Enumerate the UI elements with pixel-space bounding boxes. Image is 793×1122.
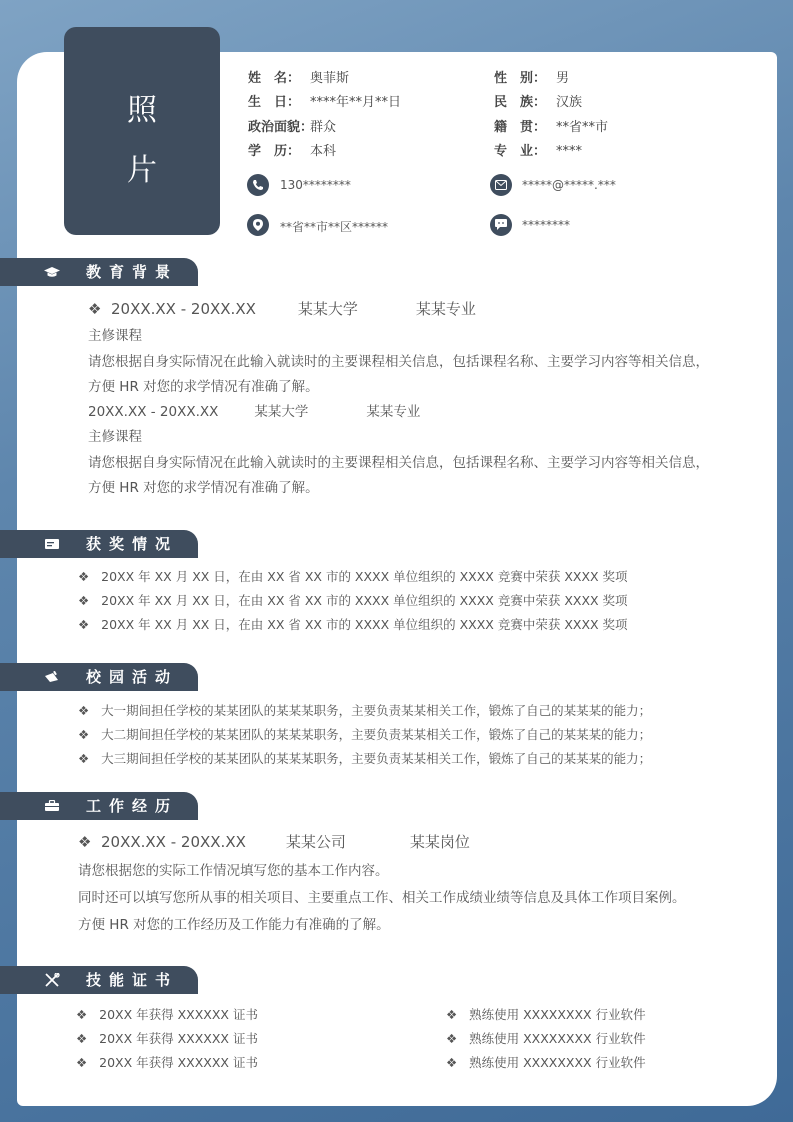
info-hometown: 籍 贯： **省**市 [494,120,609,135]
software-skill-item: ❖ 熟练使用 XXXXXXXX 行业软件 [446,1031,646,1046]
certificate-item: ❖ 20XX 年获得 XXXXXX 证书 [76,1007,258,1022]
education-entry-2-desc-2: 方便 HR 对您的求学情况有准确了解。 [88,480,319,496]
certificate-item: ❖ 20XX 年获得 XXXXXX 证书 [76,1031,258,1046]
education-entry-2-header: 20XX.XX - 20XX.XX 某某大学 某某专业 [88,404,421,420]
info-major: 专 业： **** [494,144,582,159]
graduation-cap-icon [44,258,60,286]
education-entry-1-header: ❖ 20XX.XX - 20XX.XX 某某大学 某某专业 [88,300,476,318]
work-desc-2: 同时还可以填写您所从事的相关项目、主要重点工作、相关工作成绩业绩等信息及具体工作项目案例。 [78,890,686,906]
software-skill-item: ❖ 熟练使用 XXXXXXXX 行业软件 [446,1055,646,1070]
campus-item: ❖ 大三期间担任学校的某某团队的某某某职务，主要负责某某相关工作，锻炼了自己的某某某的能力； [78,751,652,766]
photo-placeholder [64,27,220,235]
info-ethnicity: 民 族： 汉族 [494,95,583,110]
certificate-item: ❖ 20XX 年获得 XXXXXX 证书 [76,1055,258,1070]
section-title-skills: 技能证书 [86,971,179,989]
section-header-work [0,792,198,820]
work-desc-3: 方便 HR 对您的工作经历及工作能力有准确的了解。 [78,917,390,933]
phone-text: 130******** [280,178,351,192]
work-entry-header: ❖ 20XX.XX - 20XX.XX 某某公司 某某岗位 [78,833,470,851]
address-text: **省**市**区****** [280,220,389,234]
section-header-education [0,258,198,286]
education-entry-2-course-label: 主修课程 [88,429,142,445]
info-political: 政治面貌：群众 [248,120,337,135]
campus-item: ❖ 大二期间担任学校的某某团队的某某某职务，主要负责某某相关工作，锻炼了自己的某某某的能力； [78,727,652,742]
wechat-text: ******** [522,218,570,232]
info-birthday: 生 日： ****年**月**日 [248,95,402,110]
software-skill-item: ❖ 熟练使用 XXXXXXXX 行业软件 [446,1007,646,1022]
education-entry-1-course-label: 主修课程 [88,328,142,344]
chat-icon [490,214,512,236]
section-header-awards [0,530,198,558]
info-education: 学 历： 本科 [248,144,337,159]
section-header-skills [0,966,198,994]
award-item: ❖ 20XX 年 XX 月 XX 日，在由 XX 省 XX 市的 XXXX 单位组织的 XXXX 竞赛中荣获 XXXX 奖项 [78,569,628,584]
certificate-icon [44,530,60,558]
education-entry-1-desc-1: 请您根据自身实际情况在此输入就读时的主要课程相关信息，包括课程名称、主要学习内容等相关信息， [88,354,709,370]
education-entry-1-desc-2: 方便 HR 对您的求学情况有准确了解。 [88,379,319,395]
award-item: ❖ 20XX 年 XX 月 XX 日，在由 XX 省 XX 市的 XXXX 单位组织的 XXXX 竞赛中荣获 XXXX 奖项 [78,617,628,632]
email-text: *****@*****.*** [522,178,616,192]
briefcase-icon [44,792,60,820]
section-title-work: 工作经历 [86,797,179,815]
mail-icon [490,174,512,196]
megaphone-icon [44,663,60,691]
section-title-awards: 获奖情况 [86,535,179,553]
photo-label-2: 片 [127,153,157,188]
section-title-campus: 校园活动 [86,668,179,686]
location-icon [247,214,269,236]
info-name: 姓 名： 奥菲斯 [248,71,350,86]
section-title-education: 教育背景 [86,263,179,281]
section-header-campus [0,663,198,691]
info-gender: 性 别： 男 [494,71,570,86]
tools-icon [44,966,60,994]
award-item: ❖ 20XX 年 XX 月 XX 日，在由 XX 省 XX 市的 XXXX 单位组织的 XXXX 竞赛中荣获 XXXX 奖项 [78,593,628,608]
campus-item: ❖ 大一期间担任学校的某某团队的某某某职务，主要负责某某相关工作，锻炼了自己的某某某的能力； [78,703,652,718]
phone-icon [247,174,269,196]
photo-label-1: 照 [127,93,157,128]
work-desc-1: 请您根据您的实际工作情况填写您的基本工作内容。 [78,863,389,879]
education-entry-2-desc-1: 请您根据自身实际情况在此输入就读时的主要课程相关信息，包括课程名称、主要学习内容等相关信息， [88,455,709,471]
